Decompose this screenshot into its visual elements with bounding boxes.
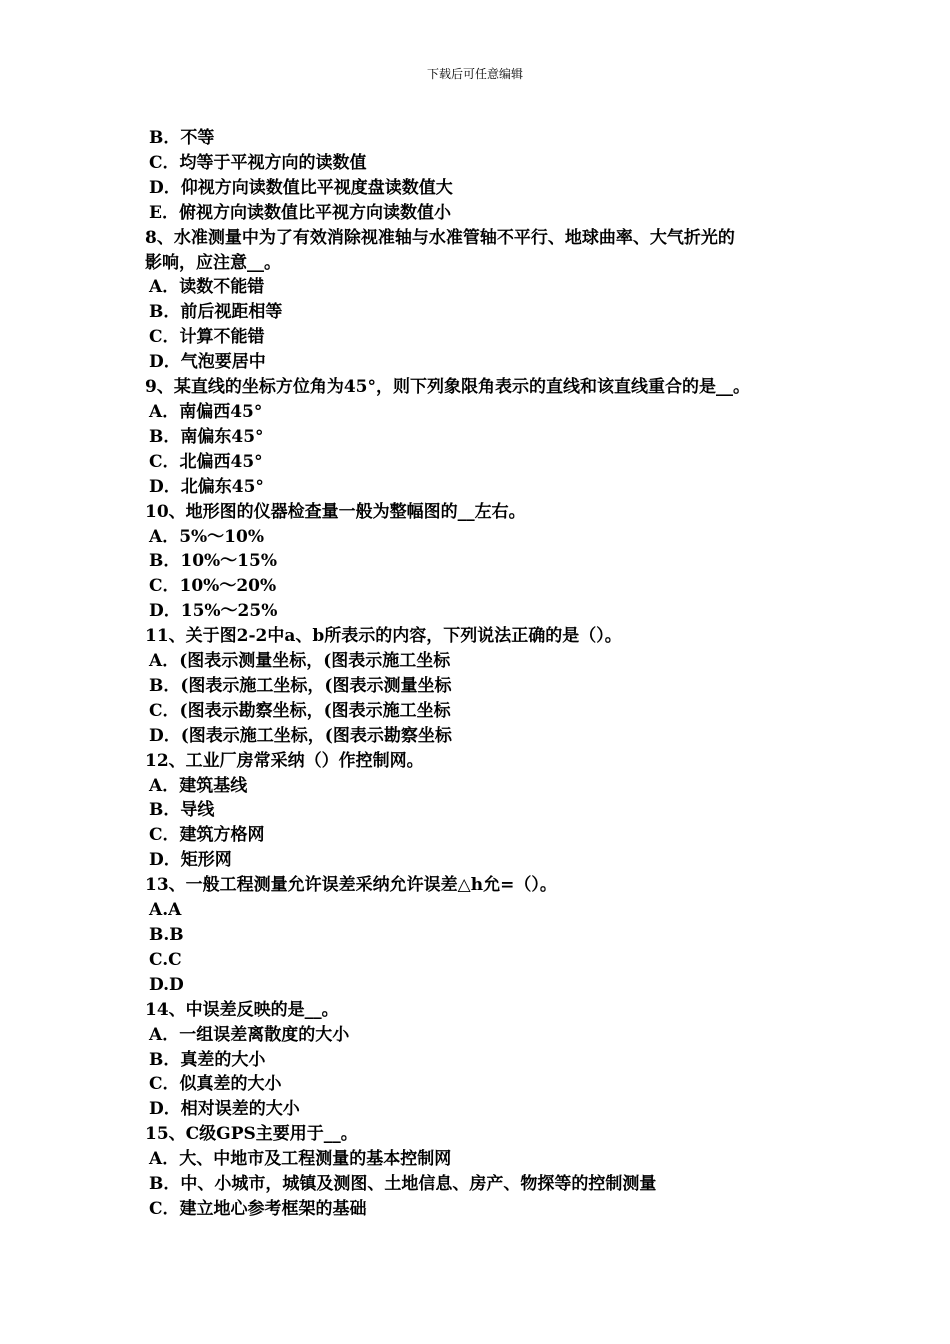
document-body — [145, 126, 825, 1222]
option-line: B．中、小城市，城镇及测图、土地信息、房产、物探等的控制测量 — [149, 1174, 657, 1195]
option-line: A．大、中地市及工程测量的基本控制网 — [149, 1149, 452, 1170]
option-line: E．俯视方向读数值比平视方向读数值小 — [149, 202, 451, 223]
question-line: 10、地形图的仪器检查量一般为整幅图的__左右。 — [145, 501, 526, 522]
option-line: C．建筑方格网 — [149, 825, 265, 846]
option-line: D．(图表示施工坐标，(图表示勘察坐标 — [149, 725, 452, 746]
option-line: C．计算不能错 — [149, 327, 265, 348]
question-line: 13、一般工程测量允许误差采纳允许误差△h允=（）。 — [145, 875, 557, 896]
option-line: B．导线 — [149, 800, 215, 821]
option-line: D．仰视方向读数值比平视度盘读数值大 — [149, 177, 453, 198]
option-line: D．相对误差的大小 — [149, 1099, 300, 1120]
question-line: 15、C级GPS主要用于__。 — [145, 1124, 358, 1145]
option-line: A.A — [149, 900, 182, 921]
option-line: D．气泡要居中 — [149, 352, 266, 373]
option-line: B.B — [149, 925, 184, 945]
option-line: C．10%～20% — [149, 576, 277, 597]
option-line: C．(图表示勘察坐标，(图表示施工坐标 — [149, 700, 451, 721]
option-line: D．矩形网 — [149, 850, 232, 871]
question-line: 11、关于图2-2中a、b所表示的内容，下列说法正确的是（）。 — [145, 626, 622, 647]
option-line: C．建立地心参考框架的基础 — [149, 1198, 367, 1219]
option-line: A．南偏西45° — [149, 401, 263, 422]
option-line: A．建筑基线 — [149, 775, 248, 796]
option-line: C.C — [149, 949, 182, 970]
option-line: D.D — [149, 974, 184, 995]
option-line: B．真差的大小 — [149, 1049, 266, 1070]
option-line: B．前后视距相等 — [149, 302, 283, 323]
question-line: 14、中误差反映的是__。 — [145, 999, 339, 1020]
option-line: B．(图表示施工坐标，(图表示测量坐标 — [149, 675, 452, 696]
option-line: B．10%～15% — [149, 551, 277, 572]
option-line: C．均等于平视方向的读数值 — [149, 152, 367, 173]
option-line: A．(图表示测量坐标，(图表示施工坐标 — [149, 651, 451, 672]
option-line: B．南偏东45° — [149, 426, 264, 447]
option-line: C．北偏西45° — [149, 451, 263, 472]
question-line: 9、某直线的坐标方位角为45°，则下列象限角表示的直线和该直线重合的是__。 — [145, 377, 750, 398]
question-line: 影响，应注意__。 — [145, 252, 281, 273]
option-line: D．北偏东45° — [149, 476, 264, 497]
option-line: A．读数不能错 — [149, 277, 265, 298]
option-line: D．15%～25% — [149, 601, 278, 622]
page-header: 下载后可任意编辑 — [426, 67, 523, 81]
option-line: B．不等 — [149, 128, 215, 148]
option-line: A．一组误差离散度的大小 — [149, 1024, 350, 1045]
option-line: A．5%～10% — [149, 526, 264, 547]
option-line: C．似真差的大小 — [149, 1074, 282, 1095]
question-line: 8、水准测量中为了有效消除视准轴与水准管轴不平行、地球曲率、大气折光的 — [145, 227, 735, 248]
question-line: 12、工业厂房常采纳（）作控制网。 — [145, 750, 424, 771]
